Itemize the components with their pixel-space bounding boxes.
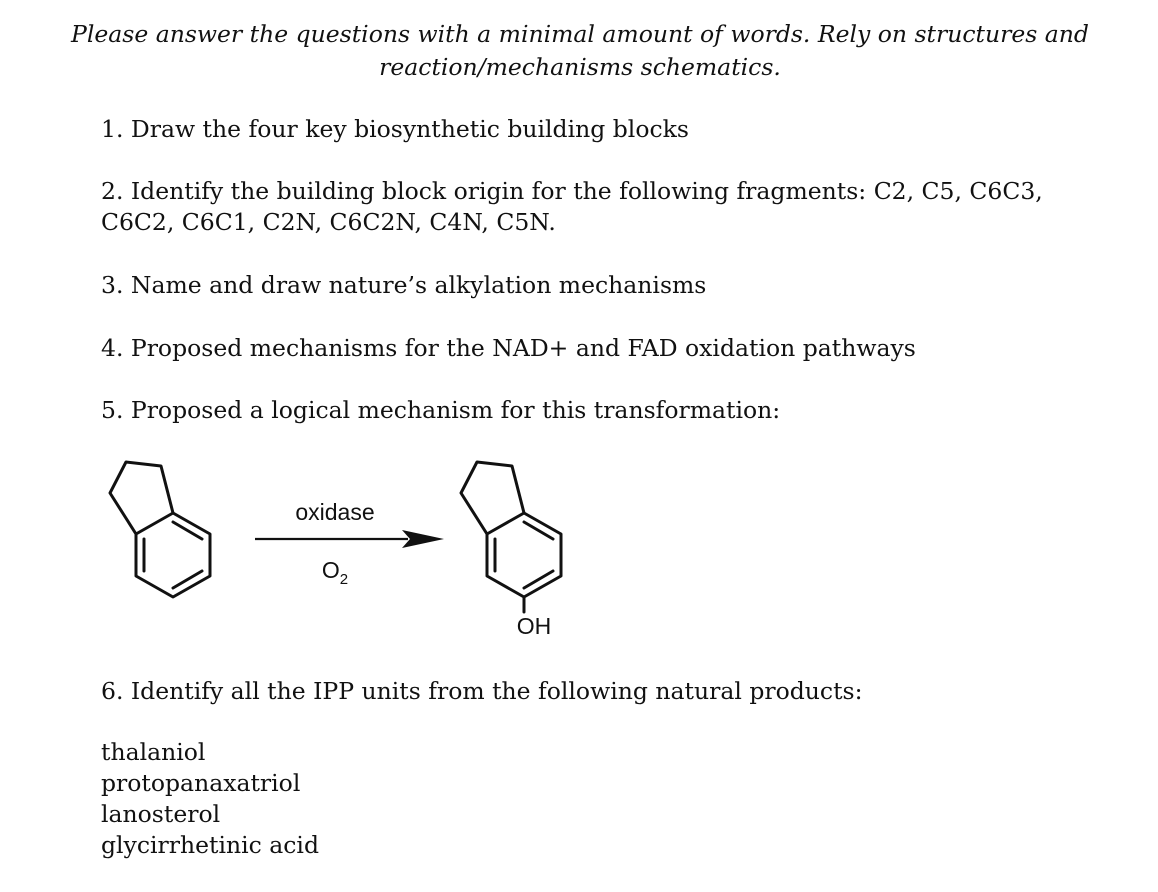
reaction-arrow [255,530,444,548]
reagent-oxidase: oxidase [295,499,375,525]
instructions-line-1: Please answer the questions with a minimal amount of words. Rely on structures and [71,20,1089,48]
natural-product-item: thalaniol [101,738,206,766]
question-5: 5. Proposed a logical mechanism for this transformation: [101,396,781,424]
question-1: 1. Draw the four key biosynthetic building blocks [101,115,689,143]
question-6: 6. Identify all the IPP units from the following natural products: [101,677,863,705]
product-oh-label: OH [516,613,552,639]
reagent-oxygen-base: O [321,557,340,583]
instructions-line-2: reaction/mechanisms schematics. [379,53,781,81]
question-3: 3. Name and draw nature’s alkylation mechanisms [101,271,707,299]
question-4: 4. Proposed mechanisms for the NAD+ and FAD oxidation pathways [101,334,916,362]
reagent-oxygen-subscript: 2 [339,571,349,588]
natural-product-item: protopanaxatriol [101,769,301,797]
indane-structure [110,462,210,597]
natural-products-list [101,737,319,861]
question-2: 2. Identify the building block origin for the following fragments: C2, C5, C6C3, C6C2, C6C1, C2N, C6C2N, C4N, C5N. [101,177,1043,236]
reagent-oxygen [322,557,348,588]
natural-product-item: lanosterol [101,800,221,828]
hydroxyindane-structure [461,462,561,612]
natural-product-item: glycirrhetinic acid [101,831,319,859]
